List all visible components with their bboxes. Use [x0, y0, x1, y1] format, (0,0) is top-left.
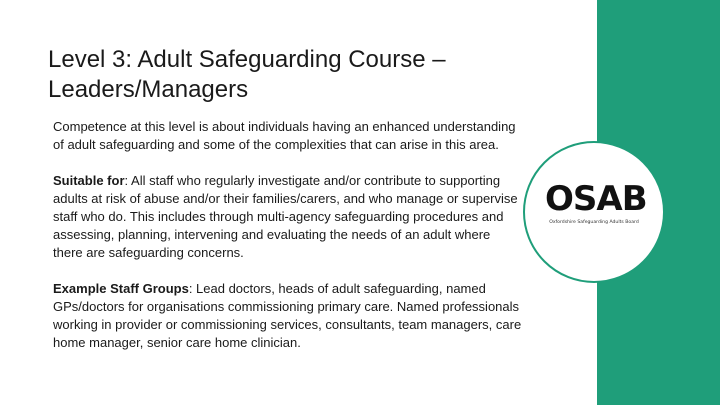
intro-paragraph: Competence at this level is about individuals having an enhanced understanding of adult safeguarding and some of the complexities that can arise in this area.: [53, 119, 516, 152]
osab-logo: [523, 141, 665, 283]
example-staff-groups-text: : Lead doctors, heads of adult safeguarding, named GPs/doctors for organisations commissioning primary care. Named professionals working in provider or commissioning services, consultants, team managers, care home manager, senior care home clinician.: [53, 281, 522, 350]
slide-body: [53, 118, 523, 370]
example-staff-groups-paragraph: [53, 280, 523, 352]
suitable-for-label: Suitable for: [53, 173, 125, 188]
example-staff-groups-label: Example Staff Groups: [53, 281, 189, 296]
logo-wordmark: OSAB: [545, 179, 647, 219]
slide-title: Level 3: Adult Safeguarding Course – Leaders/Managers: [48, 46, 446, 103]
suitable-for-text: : All staff who regularly investigate and/or contribute to supporting adults at risk of abuse and/or their families/carers, and who manage or supervise staff who do. This includes through multi-agency safeguarding procedures and assessing, planning, intervening and evaluating the needs of an adult where there are safeguarding concerns.: [53, 173, 518, 260]
suitable-for-paragraph: [53, 172, 523, 262]
logo-subtitle: Oxfordshire Safeguarding Adults Board: [549, 220, 639, 225]
